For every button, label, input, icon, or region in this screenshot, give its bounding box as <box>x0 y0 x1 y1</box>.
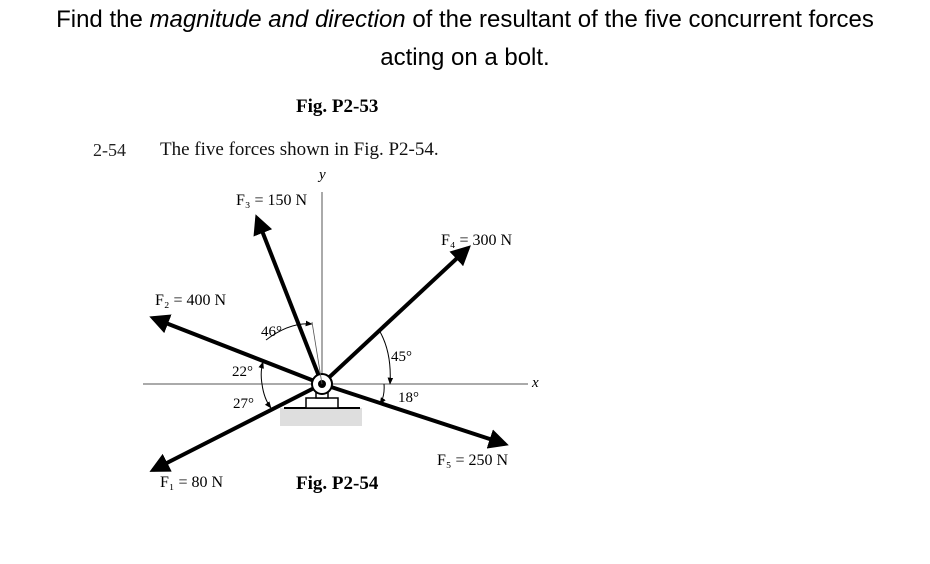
force-label-f1: F₁ = 80 N <box>160 474 224 491</box>
problem-number: 2-54 <box>93 140 126 160</box>
angle-label-22: 22° <box>232 364 253 380</box>
angle-label-18: 18° <box>398 390 419 406</box>
angle-label-27: 27° <box>233 396 254 412</box>
question-prefix: Find the <box>56 6 150 33</box>
angle-label-46: 46° <box>261 324 282 340</box>
angle-arc-22 <box>261 362 263 384</box>
figure-caption: Fig. P2-54 <box>296 473 379 494</box>
angle-label-45: 45° <box>391 349 412 365</box>
angle-arc-45 <box>379 330 390 384</box>
question-line-2: acting on a bolt. <box>380 44 550 71</box>
force-label-f2: F₂ = 400 N <box>155 292 227 309</box>
force-label-f4: F₄ = 300 N <box>441 232 513 249</box>
problem-statement: The five forces shown in Fig. P2-54. <box>160 139 439 160</box>
force-arrow-f3 <box>257 218 322 384</box>
x-axis-label: x <box>532 375 539 391</box>
figure-reference-top: Fig. P2-53 <box>296 96 379 117</box>
force-label-f3: F₃ = 150 N <box>236 192 308 209</box>
question-suffix: of the resultant of the five concurrent forces <box>405 6 874 33</box>
force-label-f5: F₅ = 250 N <box>437 452 509 469</box>
y-axis-label: y <box>319 167 326 183</box>
question-emphasis: magnitude and direction <box>149 6 406 33</box>
angle-arc-27 <box>262 384 271 408</box>
angle-arc-18 <box>380 384 384 404</box>
